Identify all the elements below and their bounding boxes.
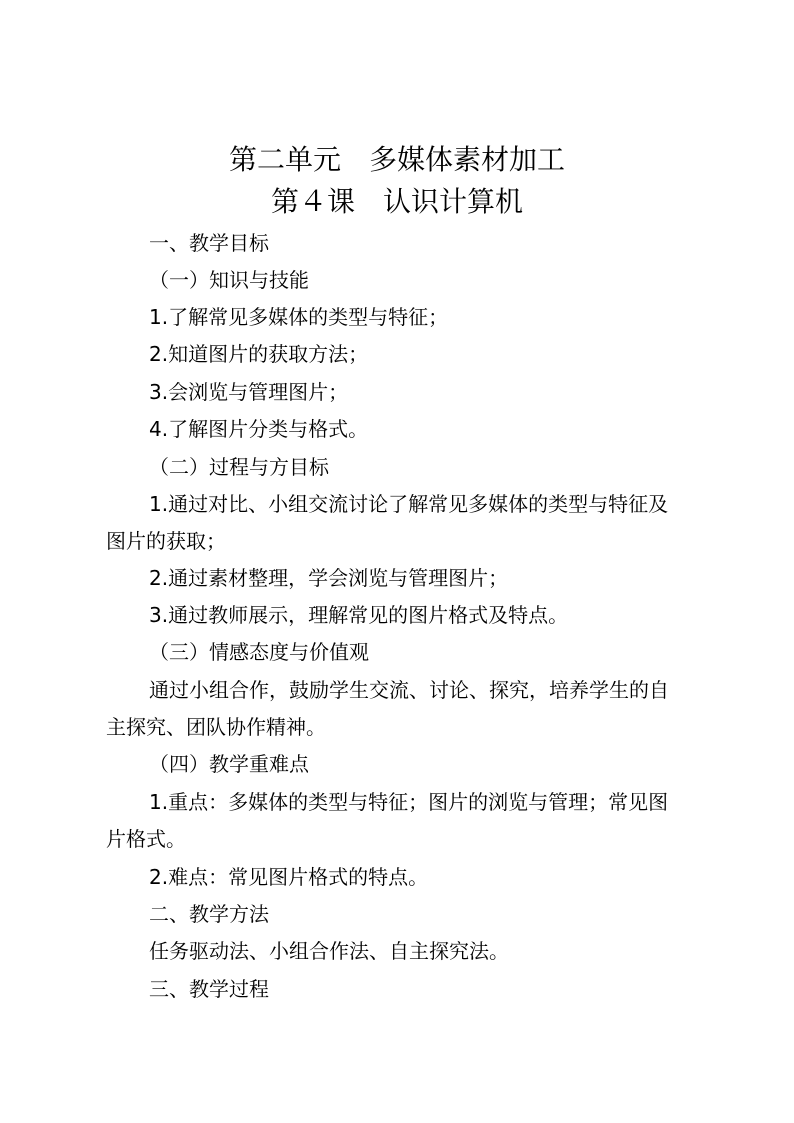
knowledge-item-2: 2.知道图片的获取方法； <box>149 342 369 366</box>
unit-title: 第二单元 多媒体素材加工 <box>228 143 565 176</box>
knowledge-item-3: 3.会浏览与管理图片； <box>149 380 349 404</box>
knowledge-item-1: 1.了解常见多媒体的类型与特征； <box>149 305 449 329</box>
key-points-item-1-line-2: 片格式。 <box>106 827 186 851</box>
methods-text: 任务驱动法、小组合作法、自主探究法。 <box>149 939 509 963</box>
teaching-process-heading: 三、教学过程 <box>149 977 269 1001</box>
process-item-2: 2.通过素材整理，学会浏览与管理图片； <box>149 566 509 590</box>
lesson-title: 第４课 认识计算机 <box>270 185 523 218</box>
key-points-heading: （四）教学重难点 <box>149 752 309 776</box>
methods-heading: 二、教学方法 <box>149 902 269 926</box>
knowledge-item-4: 4.了解图片分类与格式。 <box>149 417 369 441</box>
process-heading: （二）过程与方目标 <box>149 455 329 479</box>
emotion-heading: （三）情感态度与价值观 <box>149 640 369 664</box>
key-points-item-1-line-1: 1.重点：多媒体的类型与特征；图片的浏览与管理；常见图 <box>149 790 669 814</box>
process-item-3: 3.通过教师展示，理解常见的图片格式及特点。 <box>149 603 569 627</box>
key-points-item-2: 2.难点：常见图片格式的特点。 <box>149 865 429 889</box>
process-item-1-line-2: 图片的获取； <box>106 529 226 553</box>
objectives-heading: 一、教学目标 <box>149 231 269 255</box>
emotion-line-2: 主探究、团队协作精神。 <box>106 715 326 739</box>
emotion-line-1: 通过小组合作，鼓励学生交流、讨论、探究，培养学生的自 <box>149 678 669 702</box>
knowledge-heading: （一）知识与技能 <box>149 268 309 292</box>
process-item-1-line-1: 1.通过对比、小组交流讨论了解常见多媒体的类型与特征及 <box>149 492 669 516</box>
